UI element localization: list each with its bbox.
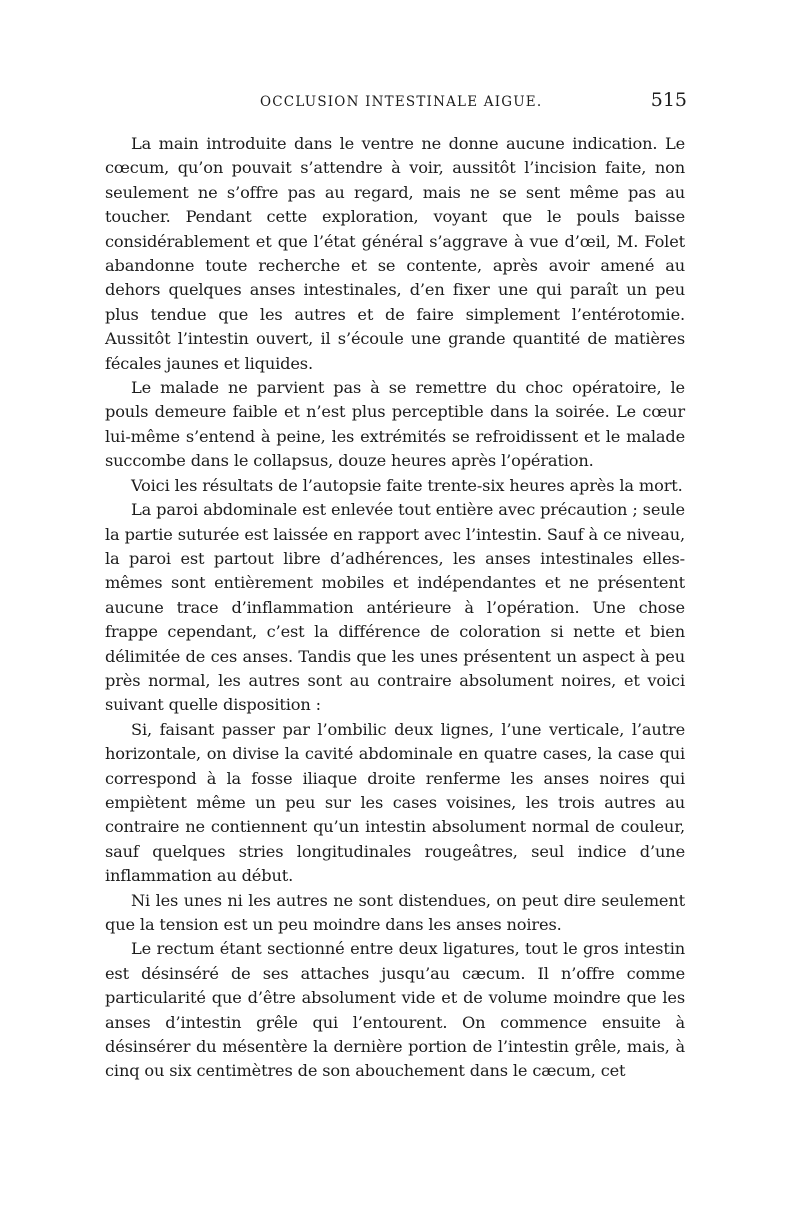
- page-number: 515: [650, 89, 687, 111]
- running-title: OCCLUSION INTESTINALE AIGUE.: [260, 94, 543, 110]
- paragraph-tension: Ni les unes ni les autres ne sont distendues, on peut dire seulement que la tension est un peu moindre dans les anses noires.: [105, 890, 685, 934]
- paragraph-collapse: Le malade ne parvient pas à se remettre du choc opératoire, le pouls demeure faible et n’est plus perceptible dans la soirée. Le cœur lui-même s’entend à peine, les extrémités se refroidissent et le malade succombe dans le collapsus, douze heures après l’opération.: [105, 378, 685, 471]
- paragraph-rectum: Le rectum étant sectionné entre deux ligatures, tout le gros intestin est désinséré de ses attaches jusqu’au cæcum. Il n’offre comme particularité que d’être absolument vide et de volume moindre que les anses d’intestin grêle qui l’entourent. On commence ensuite à désinsérer du mésentère la dernière portion de l’intestin grêle, mais, à cinq ou six centimètres de son abouchement dans le cæcum, cet: [105, 939, 685, 1081]
- paragraph-incision: La main introduite dans le ventre ne donne aucune indication. Le cœcum, qu’on pouvait s’attendre à voir, aussitôt l’incision faite, non seulement ne s’offre pas au regard, mais ne se sent même pas au toucher. Pendant cette exploration, voyant que le pouls baisse considérablement et que l’état général s’aggrave à vue d’œil, M. Folet abandonne toute recherche et se contente, après avoir amené au dehors quelques anses intestinales, d’en fixer une qui paraît un peu plus tendue que les autres et de faire simplement l’entérotomie. Aussitôt l’intestin ouvert, il s’écoule une grande quantité de matières fécales jaunes et liquides.: [105, 134, 685, 373]
- paragraph-autopsy-intro: Voici les résultats de l’autopsie faite trente-six heures après la mort.: [131, 475, 683, 495]
- paragraph-quadrants: Si, faisant passer par l’ombilic deux lignes, l’une verticale, l’autre horizontale, on divise la cavité abdominale en quatre cases, la case qui correspond à la fosse iliaque droite renferme les anses noires qui empiètent même un peu sur les cases voisines, les trois autres au contraire ne contiennent qu’un intestin absolument normal de couleur, sauf quelques stries longitudinales rougeâtres, seul indice d’une inflammation au début.: [105, 719, 685, 886]
- paragraph-abdominal-wall: La paroi abdominale est enlevée tout entière avec précaution ; seule la partie suturée est laissée en rapport avec l’intestin. Sauf à ce niveau, la paroi est partout libre d’adhérences, les anses intestinales elles-mêmes sont entièrement mobiles et indépendantes et ne présentent aucune trace d’inflammation antérieure à l’opération. Une chose frappe cependant, c’est la différence de coloration si nette et bien délimitée de ces anses. Tandis que les unes présentent un aspect à peu près normal, les autres sont au contraire absolument noires, et voici suivant quelle disposition :: [105, 500, 685, 715]
- body-text: [105, 132, 685, 1084]
- book-page: [105, 89, 687, 1084]
- running-head: [105, 89, 687, 132]
